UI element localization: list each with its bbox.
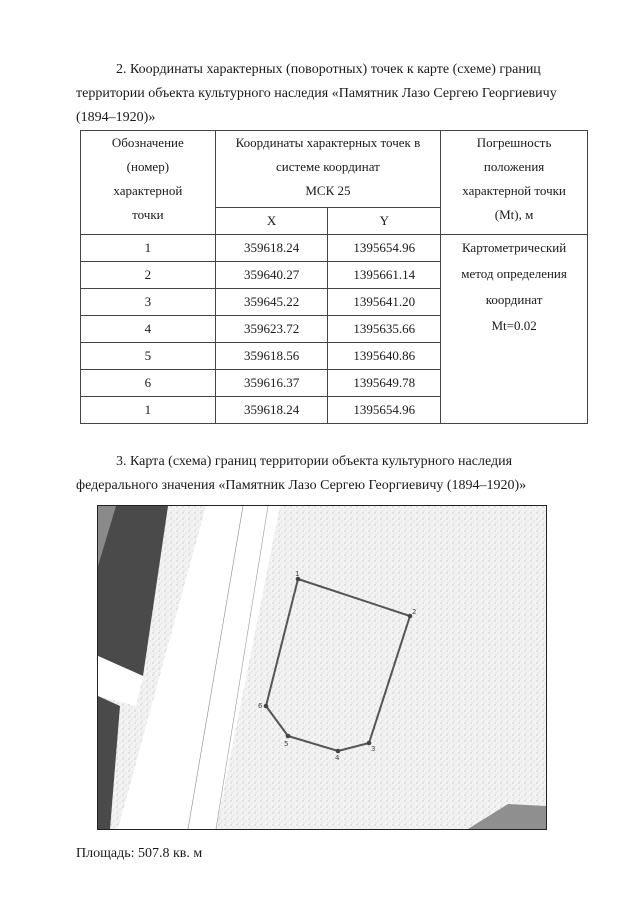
map-canvas xyxy=(98,506,546,829)
table-header-row xyxy=(81,131,588,208)
area-caption: Площадь: 507.8 кв. м xyxy=(76,846,203,861)
section-2-line-1: 2. Координаты характерных (поворотных) точек к карте (схеме) границ xyxy=(116,62,541,77)
boundary-point xyxy=(264,704,269,709)
point-label: 4 xyxy=(335,754,340,762)
point-label: 3 xyxy=(371,745,376,753)
section-3-line-2: федерального значения «Памятник Лазо Сергею Георгиевичу (1894–1920)» xyxy=(76,478,527,493)
table-row: 1 359618.24 1395654.96 xyxy=(81,397,588,424)
header-y: Y xyxy=(328,208,441,235)
header-coordinates: Координаты характерных точек в системе координат МСК 25 xyxy=(215,131,440,208)
boundary-point xyxy=(336,749,341,754)
coordinates-table xyxy=(80,130,588,424)
table-row: 1 359618.24 1395654.96 Картометрический метод определения координат Mt=0.02 xyxy=(81,235,588,262)
point-label: 6 xyxy=(258,702,263,710)
section-2-heading xyxy=(76,58,596,130)
boundary-point xyxy=(286,734,291,739)
header-x: X xyxy=(215,208,328,235)
table-row: 5 359618.56 1395640.86 xyxy=(81,343,588,370)
accuracy-method-cell: Картометрический метод определения координат Mt=0.02 xyxy=(441,235,588,424)
section-3-line-1: 3. Карта (схема) границ территории объекта культурного наследия xyxy=(116,454,513,469)
table-row: 4 359623.72 1395635.66 xyxy=(81,316,588,343)
section-2-line-2: территории объекта культурного наследия «Памятник Лазо Сергею Георгиевичу xyxy=(76,86,557,101)
table-row: 6 359616.37 1395649.78 xyxy=(81,370,588,397)
header-point-number: Обозначение (номер) характерной точки xyxy=(81,131,216,235)
section-2-line-3: (1894–1920)» xyxy=(76,110,156,125)
table-row: 2 359640.27 1395661.14 xyxy=(81,262,588,289)
point-label: 1 xyxy=(295,570,300,578)
point-label: 5 xyxy=(284,740,289,748)
section-3-heading xyxy=(76,450,596,498)
header-accuracy: Погрешность положения характерной точки (Mt), м xyxy=(441,131,588,235)
point-label: 2 xyxy=(412,608,417,616)
boundary-map xyxy=(97,505,547,830)
table-row: 3 359645.22 1395641.20 xyxy=(81,289,588,316)
